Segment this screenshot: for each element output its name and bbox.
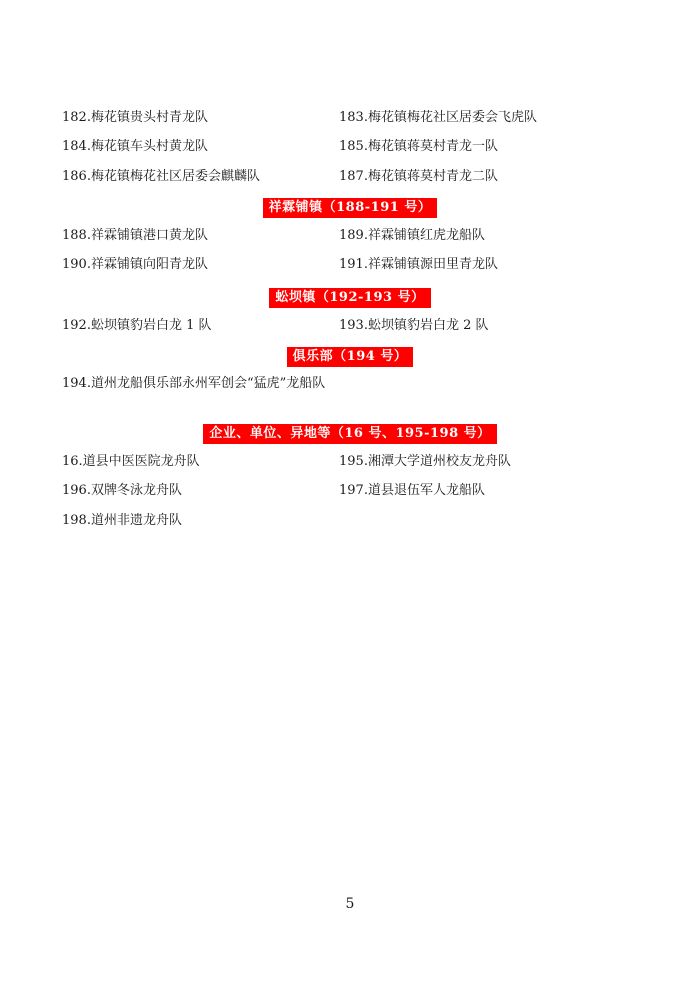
list-item: 191.祥霖铺镇源田里青龙队 <box>339 257 498 272</box>
list-item: 193.蚣坝镇豹岩白龙 2 队 <box>339 318 489 333</box>
list-item: 194.道州龙船俱乐部永州军创会“猛虎”龙船队 <box>62 376 326 391</box>
list-row <box>62 136 642 158</box>
list-row <box>62 480 642 502</box>
section-heading-wrap <box>0 196 700 216</box>
list-item: 190.祥霖铺镇向阳青龙队 <box>62 257 208 272</box>
list-item: 192.蚣坝镇豹岩白龙 1 队 <box>62 318 212 333</box>
section-heading-wrap <box>0 422 700 442</box>
list-item: 182.梅花镇贵头村青龙队 <box>62 110 208 125</box>
list-item: 184.梅花镇车头村黄龙队 <box>62 139 208 154</box>
section-heading-wrap <box>0 345 700 365</box>
section-heading: 祥霖铺镇（188-191 号） <box>263 198 438 218</box>
list-row <box>62 510 642 532</box>
section-heading: 企业、单位、异地等（16 号、195-198 号） <box>203 424 496 444</box>
list-item: 197.道县退伍军人龙船队 <box>339 483 485 498</box>
list-row <box>62 107 642 129</box>
list-item: 187.梅花镇蒋莫村青龙二队 <box>339 169 498 184</box>
list-item: 195.湘潭大学道州校友龙舟队 <box>339 454 511 469</box>
list-row <box>62 315 642 337</box>
section-heading: 俱乐部（194 号） <box>287 347 414 367</box>
list-row <box>62 225 642 247</box>
list-item: 189.祥霖铺镇红虎龙船队 <box>339 228 485 243</box>
list-item: 185.梅花镇蒋莫村青龙一队 <box>339 139 498 154</box>
section-heading-wrap <box>0 286 700 306</box>
list-item: 186.梅花镇梅花社区居委会麒麟队 <box>62 169 260 184</box>
list-item: 196.双牌冬泳龙舟队 <box>62 483 182 498</box>
page-number: 5 <box>345 896 355 912</box>
list-item: 198.道州非遗龙舟队 <box>62 513 182 528</box>
list-item: 188.祥霖铺镇港口黄龙队 <box>62 228 208 243</box>
list-item: 16.道县中医医院龙舟队 <box>62 454 200 469</box>
list-row <box>62 451 642 473</box>
section-heading: 蚣坝镇（192-193 号） <box>269 288 430 308</box>
list-item: 183.梅花镇梅花社区居委会飞虎队 <box>339 110 537 125</box>
list-row <box>62 254 642 276</box>
list-row <box>62 166 642 188</box>
